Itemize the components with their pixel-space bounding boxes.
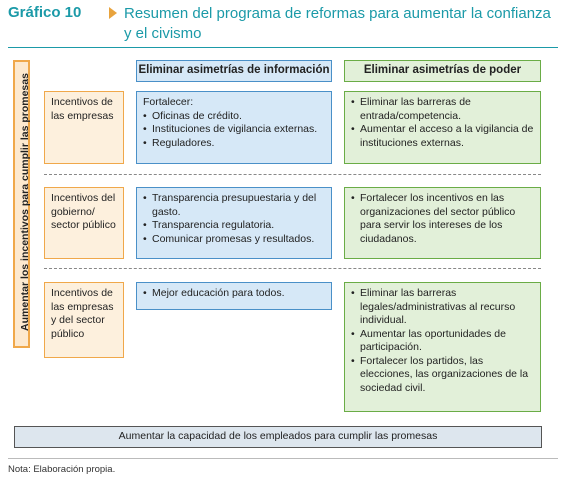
list-item: • Reguladores. (143, 137, 325, 151)
list-item: • Oficinas de crédito. (143, 110, 325, 124)
row-label-1 (44, 91, 124, 164)
side-label-text: Aumentar los incentivos para cumplir las promesas (19, 73, 31, 331)
figure-title-text: Resumen del programa de reformas para aumentar la confianza y el civismo (124, 5, 551, 42)
list-item: • Eliminar las barreras legales/administrativas al recurso individual. (351, 287, 534, 328)
list-item: • Instituciones de vigilancia externas. (143, 123, 325, 137)
info-list (143, 287, 325, 301)
list-item: • Fortalecer los partidos, las elecciones, las organizaciones de la sociedad civil. (351, 355, 534, 396)
info-list (143, 110, 325, 151)
column-header-info: Eliminar asimetrías de información (136, 60, 332, 82)
row-divider (44, 174, 541, 175)
list-item: • Eliminar las barreras de entrada/competencia. (351, 96, 534, 123)
list-item: • Comunicar promesas y resultados. (143, 233, 325, 247)
footnote: Nota: Elaboración propia. (8, 464, 116, 475)
power-list (351, 192, 534, 246)
side-label-box (13, 60, 30, 348)
row-label-text: Incentivos de las empresas y del sector público (51, 287, 114, 340)
list-item: • Fortalecer los incentivos en las organizaciones del sector público para servir los intereses de los ciudadanos. (351, 192, 534, 246)
row-label-2 (44, 187, 124, 259)
list-item: • Mejor educación para todos. (143, 287, 325, 301)
list-item: • Aumentar el acceso a la vigilancia de instituciones externas. (351, 123, 534, 150)
row-3-power-box (344, 282, 541, 412)
row-3-info-box (136, 282, 332, 310)
power-list (351, 96, 534, 150)
bottom-banner: Aumentar la capacidad de los empleados para cumplir las promesas (14, 426, 542, 448)
row-label-text: Incentivos de las empresas (51, 96, 114, 122)
row-label-text: Incentivos del gobierno/ sector público (51, 192, 116, 231)
list-item: • Transparencia regulatoria. (143, 219, 325, 233)
power-list (351, 287, 534, 395)
row-1-info-box (136, 91, 332, 164)
row-1-power-box (344, 91, 541, 164)
info-list (143, 192, 325, 246)
note-divider (8, 458, 558, 459)
figure-label: Gráfico 10 (8, 4, 82, 21)
row-2-power-box (344, 187, 541, 259)
list-item: • Transparencia presupuestaria y del gasto. (143, 192, 325, 219)
list-item: • Aumentar las oportunidades de participación. (351, 328, 534, 355)
row-2-info-box (136, 187, 332, 259)
triangle-arrow-icon (109, 7, 117, 19)
row-divider (44, 268, 541, 269)
info-intro: Fortalecer: (143, 96, 194, 108)
row-label-3 (44, 282, 124, 358)
title-divider (8, 47, 558, 48)
column-header-power: Eliminar asimetrías de poder (344, 60, 541, 82)
